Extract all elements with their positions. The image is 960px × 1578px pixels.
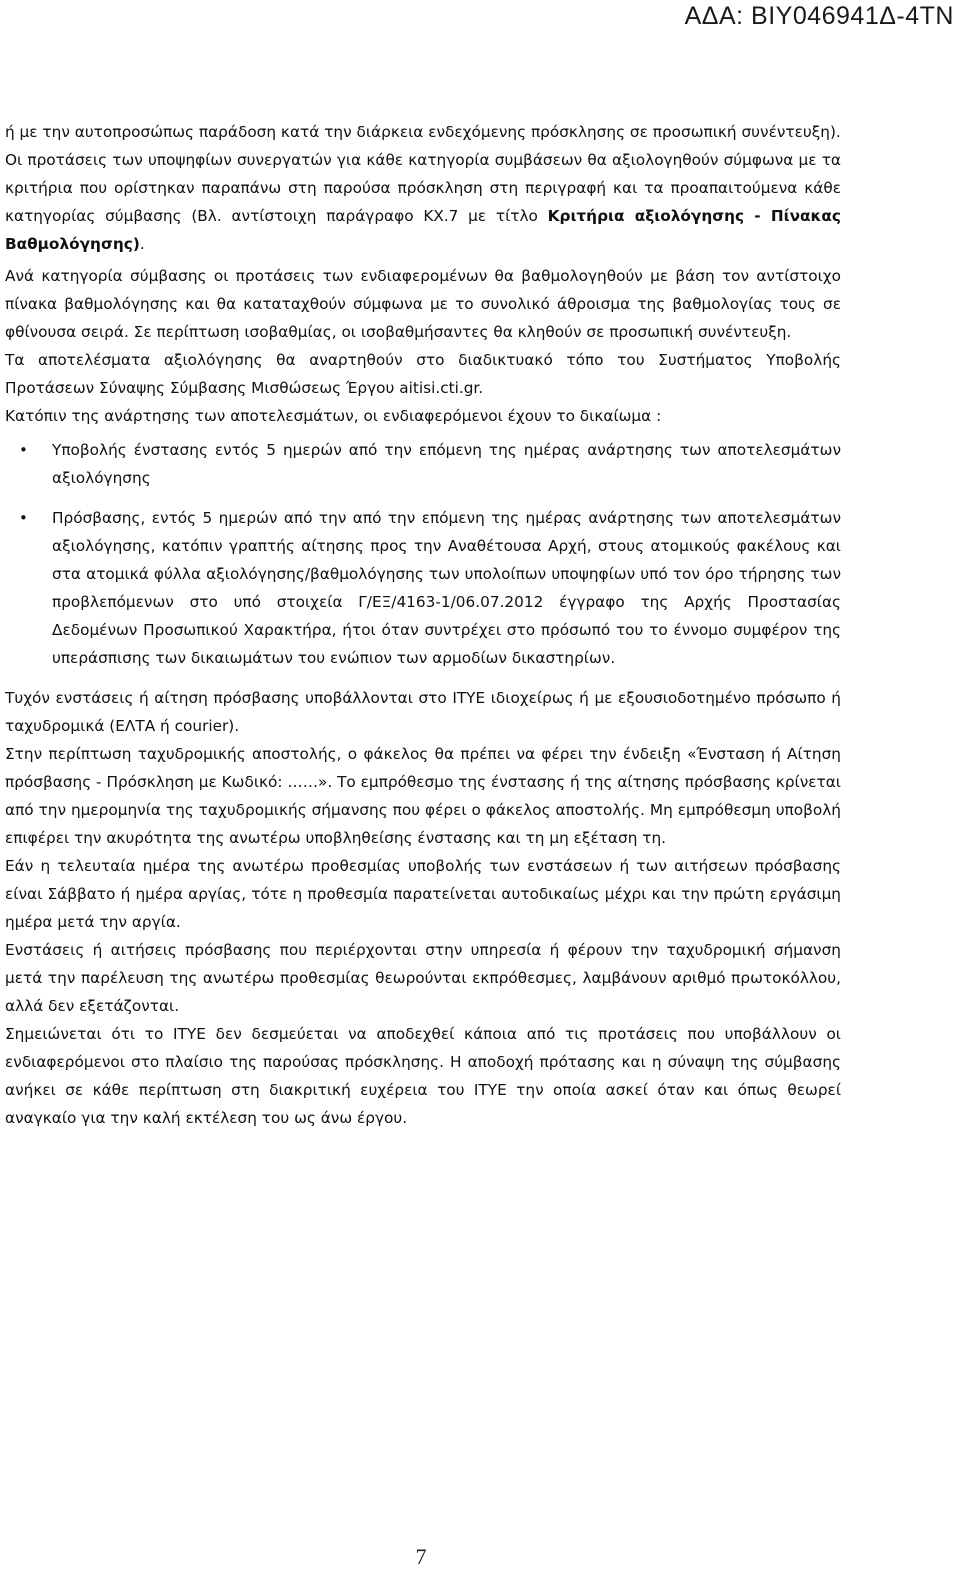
bullet-icon: • <box>19 441 28 459</box>
rights-list <box>5 436 841 672</box>
list-item-objection-text: Υποβολής ένστασης εντός 5 ημερών από την επόμενη της ημέρας ανάρτησης των αποτελεσμάτων αξιολόγησης <box>52 441 841 487</box>
criteria-section-title: Κριτήρια αξιολόγησης - Πίνακας Βαθμολόγησης) <box>5 207 841 253</box>
paragraph-postal-submission: Στην περίπτωση ταχυδρομικής αποστολής, ο φάκελος θα πρέπει να φέρει την ένδειξη «Ένσταση ή Αίτηση πρόσβασης - Πρόσκληση με Κωδικό: ……». Το εμπρόθεσμο της ένστασης ή της αίτησης πρόσβασης κρίνεται από την ημερομηνία της ταχυδρομικής σήμανσης που φέρει ο φάκελος αποστολής. Μη εμπρόθεσμη υποβολή επιφέρει την ακυρότητα της ανωτέρω υποβληθείσης ένστασης και τη μη εξέταση τη. <box>5 745 841 847</box>
list-item-access <box>5 504 841 672</box>
paragraph-interview-delivery: ή με την αυτοπροσώπως παράδοση κατά την διάρκεια ενδεχόμενης πρόσκλησης σε προσωπική συνέντευξη). <box>5 123 841 141</box>
page-number: 7 <box>415 1544 427 1569</box>
paragraph-results-publication: Τα αποτελέσματα αξιολόγησης θα αναρτηθούν στο διαδικτυακό τόπο του Συστήματος Υποβολής Προτάσεων Σύναψης Σύμβασης Μισθώσεως Έργου aitisi.cti.gr. <box>5 351 841 397</box>
list-item-access-text: Πρόσβασης, εντός 5 ημερών από την από την επόμενη της ημέρας ανάρτησης των αποτελεσμάτων αξιολόγησης, κατόπιν γραπτής αίτησης προς την Αναθέτουσα Αρχή, στους ατομικούς φακέλους και στα ατομικά φύλλα αξιολόγησης/βαθμολόγησης των υπολοίπων υποψηφίων υπό τον όρο τήρησης των προβλεπόμενων στο υπό στοιχεία Γ/ΕΞ/4163-1/06.07.2012 έγγραφο της Αρχής Προστασίας Δεδομένων Προσωπικού Χαρακτήρα, ήτοι όταν συντρέχει στο πρόσωπό του το έννομο συμφέρον της υπεράσπισης των δικαιωμάτων του ενώπιον των αρμοδίων δικαστηρίων. <box>52 509 841 667</box>
paragraph-evaluation-criteria-end: . <box>139 235 145 253</box>
paragraph-ranking: Ανά κατηγορία σύμβασης οι προτάσεις των ενδιαφερομένων θα βαθμολογηθούν με βάση τον αντίστοιχο πίνακα βαθμολόγησης και θα καταταχθούν σύμφωνα με το συνολικό άθροισμα της βαθμολογίας τους σε φθίνουσα σειρά. Σε περίπτωση ισοβαθμίας, οι ισοβαθμήσαντες θα κληθούν σε προσωπική συνέντευξη. <box>5 267 841 341</box>
paragraph-deadline-extension: Εάν η τελευταία ημέρα της ανωτέρω προθεσμίας υποβολής των ενστάσεων ή των αιτήσεων πρόσβασης είναι Σάββατο ή ημέρα αργίας, τότε η προθεσμία παρατείνεται αυτοδικαίως μέχρι και την πρώτη εργάσιμη ημέρα μετά την αργία. <box>5 857 841 931</box>
paragraph-evaluation-criteria-text: Οι προτάσεις των υποψηφίων συνεργατών για κάθε κατηγορία συμβάσεων θα αξιολογηθούν σύμφωνα με τα κριτήρια που ορίστηκαν παραπάνω στη παρούσα πρόσκληση στη περιγραφή και τα προαπαιτούμενα κάθε κατηγορίας σύμβασης (Βλ. αντίστοιχη παράγραφο ΚΧ.7 με τίτλο <box>5 151 841 225</box>
list-item-objection <box>5 436 841 492</box>
paragraph-late-submissions: Ενστάσεις ή αιτήσεις πρόσβασης που περιέρχονται στην υπηρεσία ή φέρουν την ταχυδρομική σήμανση μετά την παρέλευση της ανωτέρω προθεσμίας θεωρούνται εκπρόθεσμες, λαμβάνουν αριθμό πρωτοκόλλου, αλλά δεν εξετάζονται. <box>5 941 841 1015</box>
paragraph-evaluation-criteria <box>5 146 841 258</box>
document-body <box>5 118 841 1132</box>
bullet-icon: • <box>19 509 28 527</box>
paragraph-submission-methods: Τυχόν ενστάσεις ή αίτηση πρόσβασης υποβάλλονται στο ΙΤΥΕ ιδιοχείρως ή με εξουσιοδοτημένο πρόσωπο ή ταχυδρομικά (ΕΛΤΑ ή courier). <box>5 689 841 735</box>
document-ada-code: ΑΔΑ: ΒΙΥ046941Δ-4ΤΝ <box>684 2 954 30</box>
paragraph-rights-intro: Κατόπιν της ανάρτησης των αποτελεσμάτων, οι ενδιαφερόμενοι έχουν το δικαίωμα : <box>5 407 662 425</box>
paragraph-no-obligation: Σημειώνεται ότι το ΙΤΥΕ δεν δεσμεύεται να αποδεχθεί κάποια από τις προτάσεις που υποβάλλουν οι ενδιαφερόμενοι στο πλαίσιο της παρούσας πρόσκλησης. Η αποδοχή πρότασης και η σύναψη της σύμβασης ανήκει σε κάθε περίπτωση στη διακριτική ευχέρεια του ΙΤΥΕ την οποία ασκεί όταν και όπως θεωρεί αναγκαίο για την καλή εκτέλεση του ως άνω έργου. <box>5 1025 841 1127</box>
